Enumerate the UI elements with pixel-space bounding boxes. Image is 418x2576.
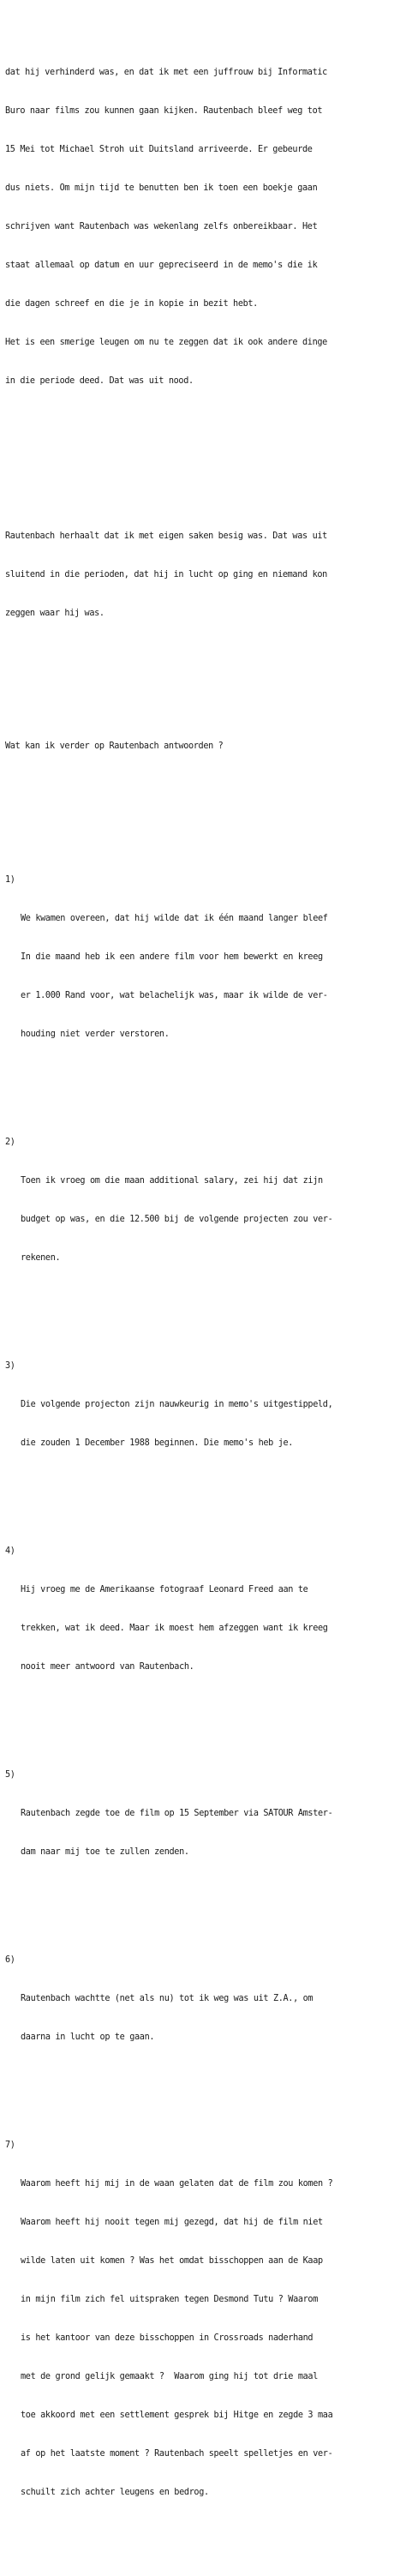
item-number: 7) (5, 2141, 15, 2150)
list-item (5, 1360, 413, 1475)
numbered-list (5, 835, 413, 2563)
text-line: dat hij verhinderd was, en dat ik met een juffrouw bij Informatic (5, 68, 327, 77)
list-item (5, 1545, 413, 1699)
item-line: in mijn film zich fel uitspraken tegen Desmond Tutu ? Waarom (21, 2295, 319, 2304)
item-line: is het kantoor van deze bisschoppen in Crossroads naderhand (21, 2333, 314, 2343)
item-line: budget op was, en die 12.500 bij de volgende projecten zou ver- (21, 1215, 333, 1224)
text-line: Rautenbach herhaalt dat ik met eigen saken besig was. Dat was uit (5, 531, 327, 541)
item-line: Toen ik vroeg om die maan additional salary, zei hij dat zijn (21, 1176, 323, 1186)
item-line: dam naar mij toe te zullen zenden. (21, 1847, 189, 1857)
item-line: wilde laten uit komen ? Was het omdat bisschoppen aan de Kaap (21, 2256, 323, 2266)
item-line: trekken, wat ik deed. Maar ik moest hem afzeggen want ik kreeg (21, 1624, 328, 1633)
text-line: 15 Mei tot Michael Stroh uit Duitsland arriveerde. Er gebeurde (5, 145, 313, 154)
paragraph-1 (5, 40, 413, 413)
item-line: houding niet verder verstoren. (21, 1030, 170, 1039)
item-number: 2) (5, 1138, 15, 1147)
item-line: Rautenbach zegde toe de film op 15 September via SATOUR Amster- (21, 1809, 333, 1818)
item-line: daarna in lucht op te gaan. (21, 2033, 155, 2042)
item-line: er 1.000 Rand voor, wat belachelijk was, maar ik wilde de ver- (21, 991, 328, 1000)
item-line: rekenen. (21, 1253, 61, 1263)
item-line: af op het laatste moment ? Rautenbach speelt spelletjes en ver- (21, 2449, 333, 2459)
list-item (5, 874, 413, 1066)
item-line: nooit meer antwoord van Rautenbach. (21, 1662, 194, 1672)
list-item (5, 1954, 413, 2069)
list-item (5, 2139, 413, 2525)
item-line: toe akkoord met een settlement gesprek bij Hitge en zegde 3 maa (21, 2411, 333, 2420)
text-line: schrijven want Rautenbach was wekenlang zelfs onbereikbaar. Het (5, 222, 318, 231)
text-line: Het is een smerige leugen om nu te zeggen dat ik ook andere dinge (5, 338, 327, 347)
paragraph-2 (5, 504, 413, 646)
list-item (5, 1136, 413, 1290)
item-line: met de grond gelijk gemaakt ? Waarom ging hij tot drie maal (21, 2372, 319, 2381)
item-line: We kwamen overeen, dat hij wilde dat ik één maand langer bleef (21, 914, 328, 923)
item-line: die zouden 1 December 1988 beginnen. Die memo's heb je. (21, 1438, 294, 1448)
text-line: zeggen waar hij was. (5, 609, 104, 618)
text-line: Buro naar films zou kunnen gaan kijken. Rautenbach bleef weg tot (5, 106, 323, 116)
item-number: 6) (5, 1955, 15, 1965)
item-line: Waarom heeft hij mij in de waan gelaten dat de film zou komen ? (21, 2179, 333, 2189)
text-line: staat allemaal op datum en uur gepreciseerd in de memo's die ik (5, 261, 318, 270)
text-line: in die periode deed. Dat was uit nood. (5, 376, 194, 386)
item-number: 5) (5, 1770, 15, 1780)
question-line: Wat kan ik verder op Rautenbach antwoorden ? (5, 742, 224, 751)
item-line: In die maand heb ik een andere film voor hem bewerkt en kreeg (21, 952, 323, 962)
text-line: dus niets. Om mijn tijd te benutten ben ik toen een boekje gaan (5, 183, 318, 193)
list-item (5, 1768, 413, 1884)
text-line: sluitend in die perioden, dat hij in lucht op ging en niemand kon (5, 570, 327, 579)
text-line: die dagen schreef en die je in kopie in bezit hebt. (5, 299, 258, 309)
item-number: 4) (5, 1546, 15, 1556)
item-line: Hij vroeg me de Amerikaanse fotograaf Leonard Freed aan te (21, 1585, 308, 1594)
item-line: Die volgende projecton zijn nauwkeurig in memo's uitgestippeld, (21, 1400, 333, 1409)
item-line: schuilt zich achter leugens en bedrog. (21, 2488, 209, 2497)
item-number: 3) (5, 1361, 15, 1371)
item-line: Rautenbach wachtte (net als nu) tot ik weg was uit Z.A., om (21, 1994, 314, 2003)
item-number: 1) (5, 875, 15, 885)
item-line: Waarom heeft hij nooit tegen mij gezegd, dat hij de film niet (21, 2218, 323, 2227)
